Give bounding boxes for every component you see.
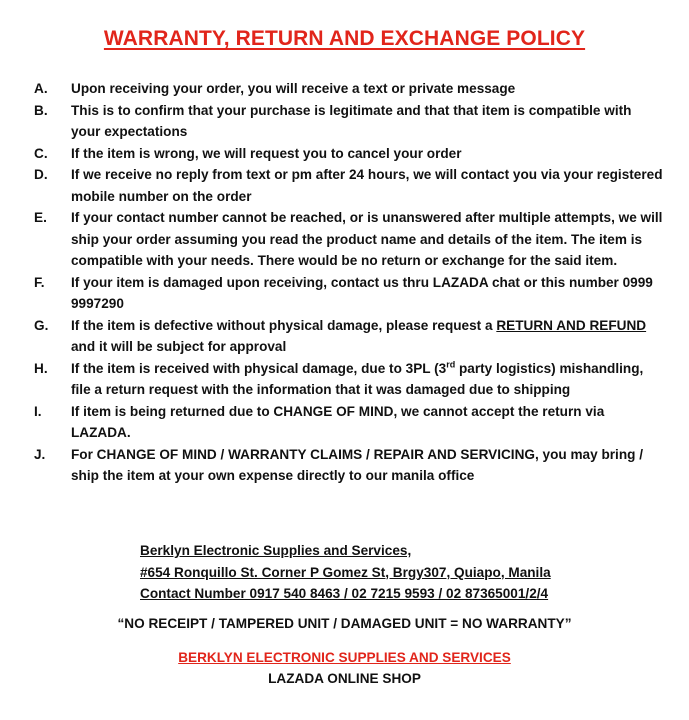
policy-list [34,78,664,487]
address-contact: Contact Number 0917 540 8463 / 02 7215 9593 / 02 87365001/2/4 [140,586,549,601]
item-text: This is to confirm that your purchase is legitimate and that that item is compatible with your expectations [71,102,632,139]
item-text: For CHANGE OF MIND / WARRANTY CLAIMS / REPAIR AND SERVICING, you may bring / ship the item at your own expense directly to our manila office [71,446,643,483]
item-text-part: and it will be subject for approval [71,339,287,354]
return-refund-emphasis: RETURN AND REFUND [496,317,647,333]
item-letter: D. [34,167,48,182]
policy-item-d [34,164,664,207]
shop-address [140,540,551,605]
policy-item-g [34,315,664,358]
item-text: If your contact number cannot be reached, or is unanswered after multiple attempts, we will ship your order assuming you read the product name and details of the item. The item is compatible with your needs. There would be no return or exchange for the said item. [71,210,663,268]
item-letter: F. [34,274,45,290]
page-title: WARRANTY, RETURN AND EXCHANGE POLICY [103,27,586,50]
warranty-notice: “NO RECEIPT / TAMPERED UNIT / DAMAGED UNIT = NO WARRANTY” [117,616,572,631]
item-text [71,315,664,358]
item-letter: I. [34,403,42,419]
item-text: If your item is damaged upon receiving, contact us thru LAZADA chat or this number 0999 9997290 [71,274,653,311]
item-text-part: party logistics) mishandling, file a return request with the information that it was damaged due to shipping [71,360,644,397]
item-letter: H. [34,360,48,376]
item-text: Upon receiving your order, you will receive a text or private message [71,81,516,96]
item-letter: C. [34,145,48,161]
address-street: #654 Ronquillo St. Corner P Gomez St, Brgy307, Quiapo, Manila [140,564,551,580]
policy-item-c [34,143,664,165]
item-text-part: If the item is received with physical damage, due to 3PL (3 [71,360,447,376]
policy-item-j [34,444,664,487]
item-text-part: If the item is defective without physical damage, please request a [71,317,497,333]
item-letter: J. [34,446,46,462]
item-letter: B. [34,102,48,118]
item-text: If we receive no reply from text or pm after 24 hours, we will contact you via your registered mobile number on the order [71,167,663,204]
shop-label: LAZADA ONLINE SHOP [268,671,421,686]
policy-item-f [34,272,664,315]
policy-item-h [34,358,664,401]
item-text [71,358,664,401]
item-text: If item is being returned due to CHANGE OF MIND, we cannot accept the return via LAZADA. [71,403,605,440]
policy-item-b [34,100,664,143]
item-letter: A. [34,81,48,96]
item-letter: G. [34,317,49,333]
policy-item-e [34,207,664,272]
item-text: If the item is wrong, we will request you to cancel your order [71,145,462,161]
address-company: Berklyn Electronic Supplies and Services, [140,543,412,558]
policy-item-a [34,78,664,100]
policy-item-i [34,401,664,444]
item-letter: E. [34,210,47,225]
brand-name: BERKLYN ELECTRONIC SUPPLIES AND SERVICES [178,650,511,665]
ordinal-superscript: rd [446,358,456,369]
